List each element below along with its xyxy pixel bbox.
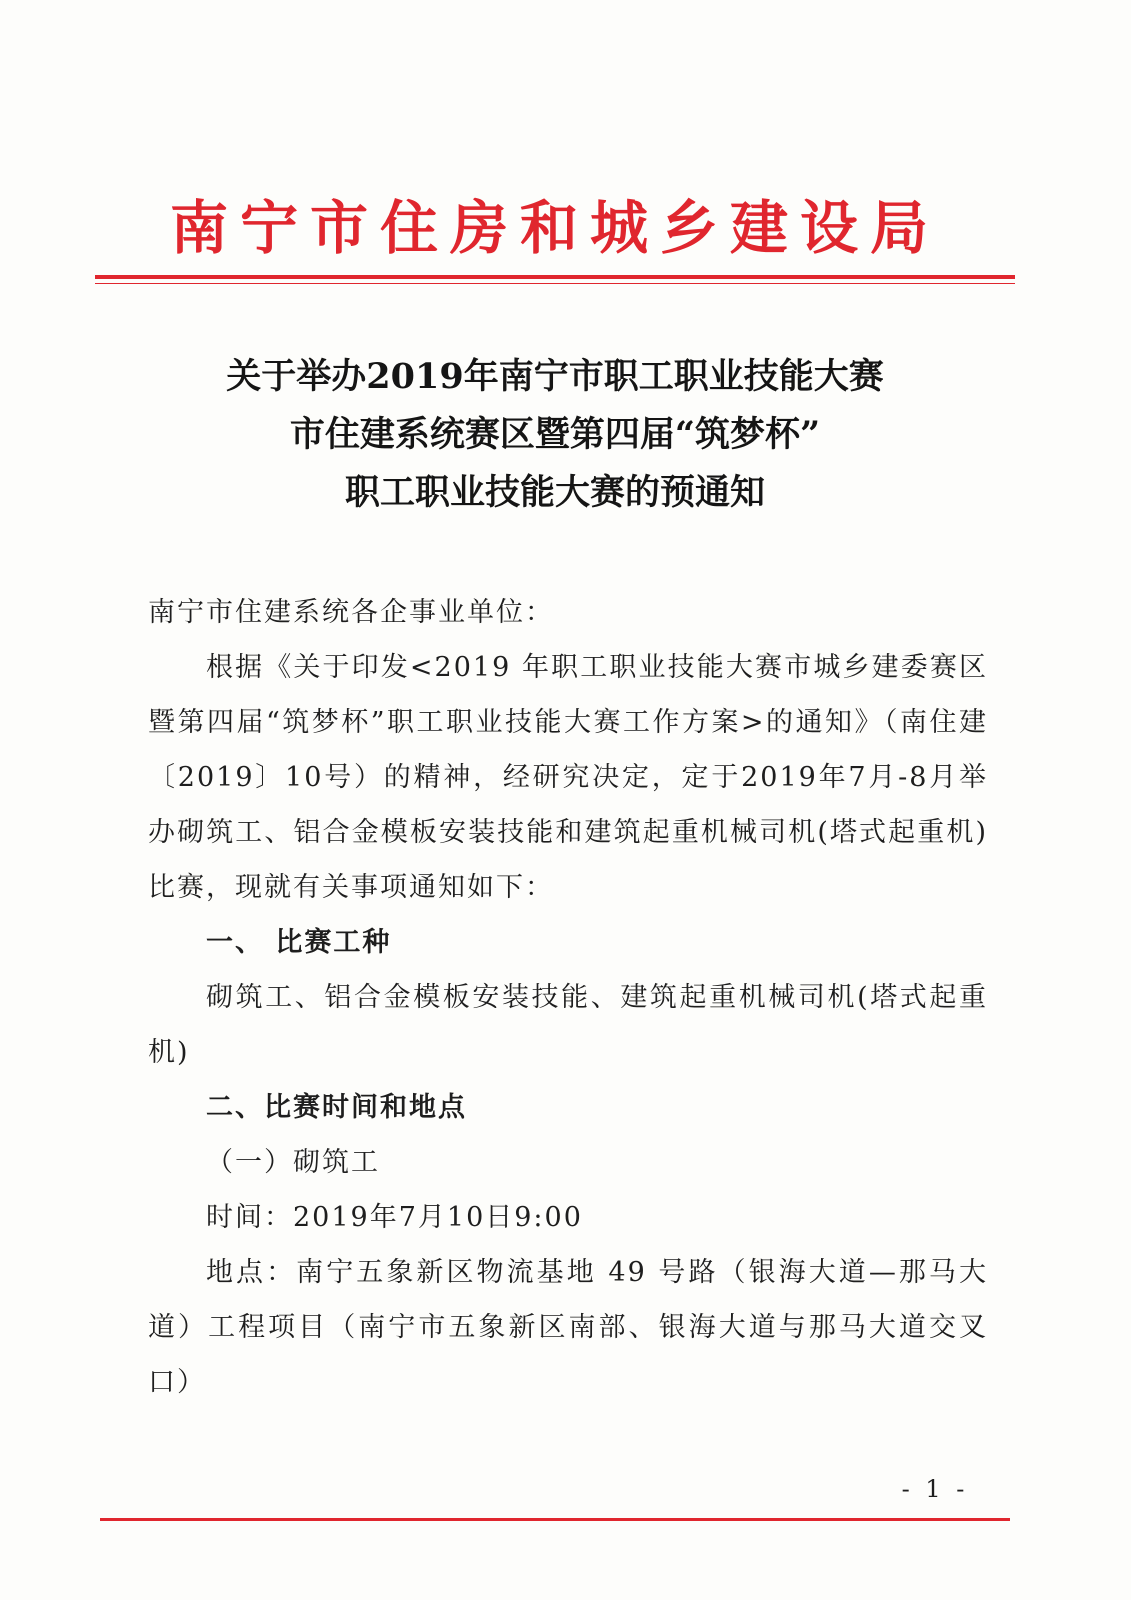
letterhead-title: 南宁市住房和城乡建设局	[169, 194, 940, 262]
letterhead-rule-thin	[95, 283, 1015, 284]
section-2-sub-1-time: 时间：2019年7月10日9:00	[206, 1202, 583, 1233]
page-number: - 1 -	[901, 1475, 969, 1503]
document-body	[148, 585, 988, 1410]
document-title-line-3: 职工职业技能大赛的预通知	[344, 472, 765, 513]
section-2-sub-1-location: 地点：南宁五象新区物流基地 49 号路（银海大道—那马大道）工程项目（南宁市五象新区南部、银海大道与那马大道交叉口）	[148, 1257, 988, 1398]
section-1-heading: 一、 比赛工种	[206, 927, 392, 958]
intro-paragraph: 根据《关于印发<2019 年职工职业技能大赛市城乡建委赛区暨第四届“筑梦杯”职工职业技能大赛工作方案>的通知》（南住建〔2019〕10号）的精神，经研究决定，定于2019年7月-8月举办砌筑工、铝合金模板安装技能和建筑起重机械司机(塔式起重机)比赛，现就有关事项通知如下：	[148, 652, 988, 903]
footer-rule	[100, 1518, 1010, 1521]
document-title	[95, 348, 1015, 522]
section-1-content: 砌筑工、铝合金模板安装技能、建筑起重机械司机(塔式起重机)	[148, 982, 988, 1068]
addressee: 南宁市住建系统各企事业单位：	[148, 597, 554, 628]
letterhead-rule-thick	[95, 275, 1015, 279]
document-title-line-1: 关于举办2019年南宁市职工职业技能大赛	[226, 356, 884, 397]
document-title-line-2: 市住建系统赛区暨第四届“筑梦杯”	[289, 414, 821, 455]
section-2-sub-1-heading: （一）砌筑工	[206, 1147, 380, 1178]
section-2-heading: 二、比赛时间和地点	[206, 1092, 467, 1123]
